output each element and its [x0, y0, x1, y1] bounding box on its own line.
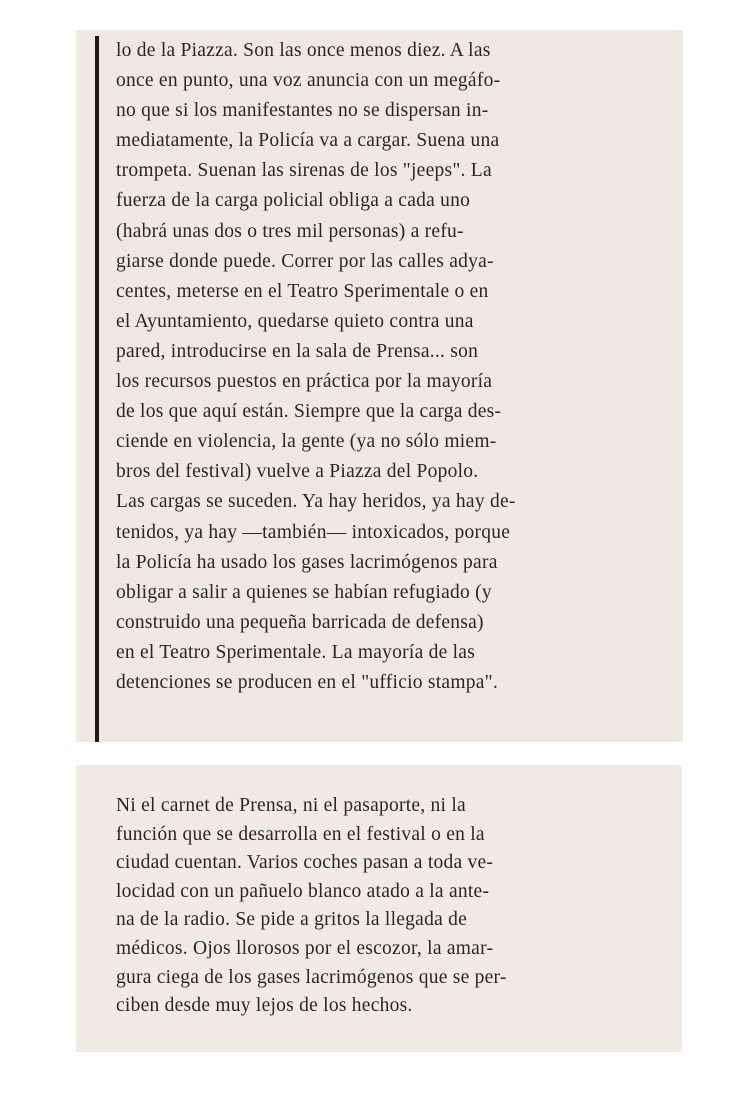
text-line: no que si los manifestantes no se dispersan in- [116, 100, 489, 122]
text-line: tenidos, ya hay —también— intoxicados, porque [116, 521, 511, 543]
text-line: giarse donde puede. Correr por las calles adya- [116, 250, 494, 272]
text-line: locidad con un pañuelo blanco atado a la ante- [116, 880, 490, 902]
text-line: Las cargas se suceden. Ya hay heridos, ya hay de- [116, 491, 516, 513]
text-line: en el Teatro Sperimentale. La mayoría de las [116, 641, 476, 663]
text-line: de los que aquí están. Siempre que la carga des- [116, 401, 502, 423]
text-line: función que se desarrolla en el festival o en la [116, 823, 485, 845]
text-line: médicos. Ojos llorosos por el escozor, la amar- [116, 937, 494, 959]
text-line: Ni el carnet de Prensa, ni el pasaporte, ni la [116, 795, 466, 816]
clipping-top-text [116, 36, 516, 698]
text-line: la Policía ha usado los gases lacrimógenos para [116, 551, 498, 573]
newspaper-clipping-top [76, 30, 683, 742]
text-line: ciende en violencia, la gente (ya no sólo miem- [116, 431, 497, 453]
text-line: ciudad cuentan. Varios coches pasan a toda ve- [116, 852, 494, 874]
text-line: mediatamente, la Policía va a cargar. Suena una [116, 130, 500, 152]
text-line: los recursos puestos en práctica por la mayoría [116, 371, 493, 393]
newspaper-clipping-bottom [76, 765, 682, 1052]
text-line: fuerza de la carga policial obliga a cada uno [116, 190, 471, 212]
text-line: el Ayuntamiento, quedarse quieto contra una [116, 310, 474, 332]
text-line: lo de la Piazza. Son las once menos diez. A las [116, 40, 491, 61]
text-line: centes, meterse en el Teatro Sperimentale o en [116, 280, 489, 302]
text-line: detenciones se producen en el "ufficio stampa". [116, 671, 498, 693]
margin-vertical-rule [95, 36, 99, 742]
text-line: pared, introducirse en la sala de Prensa... son [116, 340, 479, 362]
text-line: gura ciega de los gases lacrimógenos que se per- [116, 966, 507, 988]
clipping-bottom-text [116, 792, 507, 1021]
text-line: bros del festival) vuelve a Piazza del Popolo. [116, 461, 479, 483]
text-line: construido una pequeña barricada de defensa) [116, 611, 484, 633]
text-line: obligar a salir a quienes se habían refugiado (y [116, 581, 492, 603]
text-line: (habrá unas dos o tres mil personas) a refu- [116, 220, 464, 242]
text-line: once en punto, una voz anuncia con un megáfo- [116, 70, 501, 92]
text-line: ciben desde muy lejos de los hechos. [116, 995, 413, 1017]
text-line: na de la radio. Se pide a gritos la llegada de [116, 909, 467, 931]
text-line: trompeta. Suenan las sirenas de los "jeeps". La [116, 160, 492, 182]
